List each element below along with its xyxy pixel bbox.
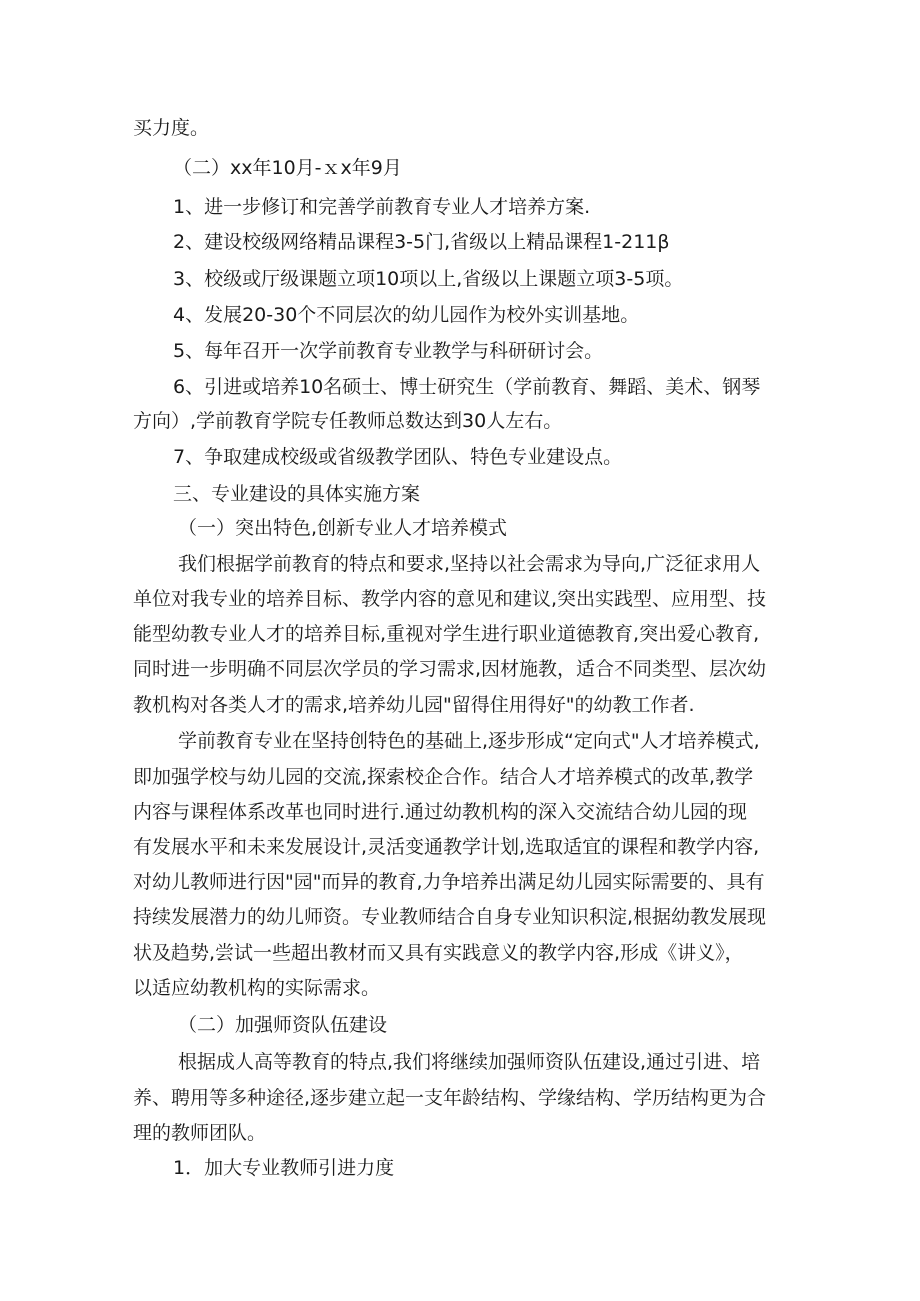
paragraph-line: 内容与课程体系改革也同时进行.通过幼教机构的深入交流结合幼儿园的现 bbox=[133, 801, 748, 823]
list-item: 5、每年召开一次学前教育专业教学与科研研讨会。 bbox=[173, 340, 604, 362]
paragraph-line: 持续发展潜力的幼儿师资。专业教师结合自身专业知识积淀,根据幼教发展现 bbox=[133, 906, 767, 928]
text-line: 买力度。 bbox=[133, 117, 210, 139]
paragraph-line: 教机构对各类人才的需求,培养幼儿园"留得住用得好"的幼教工作者. bbox=[133, 694, 695, 716]
paragraph-line: 同时进一步明确不同层次学员的学习需求,因材施教，适合不同类型、层次幼 bbox=[133, 658, 767, 680]
list-item: 7、争取建成校级或省级教学团队、特色专业建设点。 bbox=[173, 446, 623, 468]
list-item: 6、引进或培养10名硕士、博士研究生（学前教育、舞蹈、美术、钢琴 bbox=[173, 376, 761, 398]
paragraph-line: 对幼儿教师进行因"园"而异的教育,力争培养出满足幼儿园实际需要的、具有 bbox=[133, 871, 765, 893]
numbered-heading: 1．加大专业教师引进力度 bbox=[173, 1157, 395, 1179]
paragraph-line: 以适应幼教机构的实际需求。 bbox=[133, 977, 381, 999]
list-item: 4、发展20-30个不同层次的幼儿园作为校外实训基地。 bbox=[173, 304, 640, 326]
paragraph-line: 单位对我专业的培养目标、教学内容的意见和建议,突出实践型、应用型、技 bbox=[133, 588, 767, 610]
list-item: 1、进一步修订和完善学前教育专业人才培养方案. bbox=[173, 196, 591, 218]
subsection-heading: （二）加强师资队伍建设 bbox=[178, 1014, 388, 1036]
section-heading: （二）xx年10月-ｘx年9月 bbox=[173, 157, 402, 179]
paragraph-line: 学前教育专业在坚持创特色的基础上,逐步形成“定向式"人才培养模式, bbox=[178, 730, 760, 752]
paragraph-line: 状及趋势,尝试一些超出教材而又具有实践意义的教学内容,形成《讲义》， bbox=[133, 942, 744, 964]
paragraph-line: 根据成人高等教育的特点,我们将继续加强师资队伍建设,通过引进、培 bbox=[178, 1051, 761, 1073]
paragraph-line: 有发展水平和未来发展设计,灵活变通教学计划,选取适宜的课程和教学内容, bbox=[133, 836, 760, 858]
paragraph-line: 即加强学校与幼儿园的交流,探索校企合作。结合人才培养模式的改革,教学 bbox=[133, 766, 754, 788]
paragraph-line: 能型幼教专业人才的培养目标,重视对学生进行职业道德教育,突出爱心教育, bbox=[133, 623, 760, 645]
list-item-continuation: 方向）,学前教育学院专任教师总数达到30人左右。 bbox=[133, 410, 563, 432]
paragraph-line: 理的教师团队。 bbox=[133, 1122, 267, 1144]
paragraph-line: 养、聘用等多种途径,逐步建立起一支年龄结构、学缘结构、学历结构更为合 bbox=[133, 1087, 767, 1109]
list-item: 2、建设校级网络精品课程3-5门,省级以上精品课程1-211β bbox=[173, 231, 670, 253]
subsection-heading: （一）突出特色,创新专业人才培养模式 bbox=[178, 517, 508, 539]
paragraph-line: 我们根据学前教育的特点和要求,坚持以社会需求为导向,广泛征求用人 bbox=[178, 553, 761, 575]
section-heading: 三、专业建设的具体实施方案 bbox=[173, 483, 421, 505]
list-item: 3、校级或厅级课题立项10项以上,省级以上课题立项3-5项。 bbox=[173, 268, 684, 290]
